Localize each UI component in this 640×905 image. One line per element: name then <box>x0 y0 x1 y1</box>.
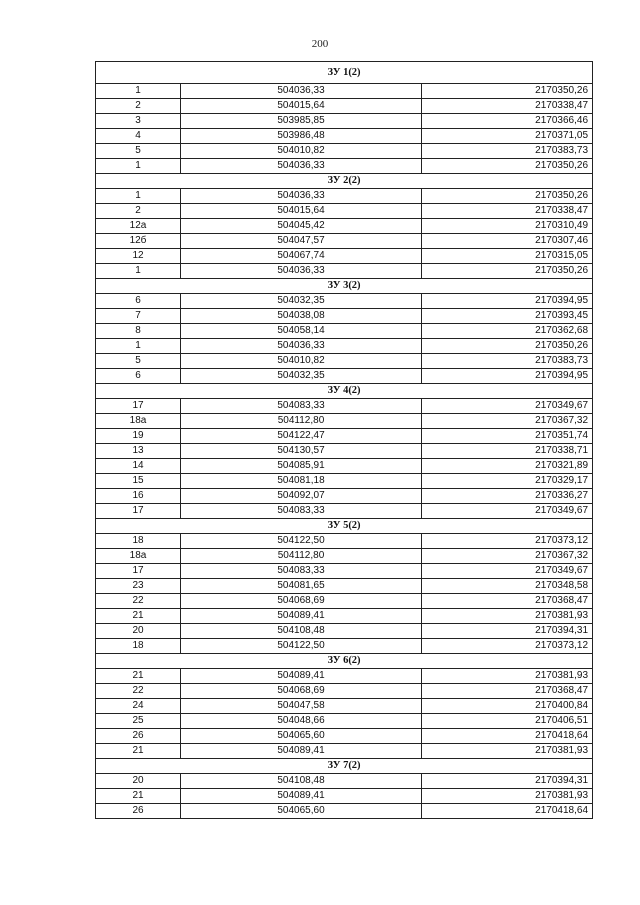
section-title-row <box>96 759 593 774</box>
table-row <box>96 669 593 684</box>
table-row <box>96 684 593 699</box>
x-coordinate-cell: 504065,60 <box>181 729 422 744</box>
point-number-cell: 17 <box>96 399 181 414</box>
y-coordinate-cell: 2170418,64 <box>422 729 593 744</box>
y-coordinate-cell: 2170381,93 <box>422 669 593 684</box>
x-coordinate-cell: 504015,64 <box>181 204 422 219</box>
table-row <box>96 504 593 519</box>
table-row <box>96 399 593 414</box>
table-row <box>96 744 593 759</box>
y-coordinate-cell: 2170366,46 <box>422 114 593 129</box>
section-title-row <box>96 174 593 189</box>
x-coordinate-cell: 504089,41 <box>181 744 422 759</box>
table-row <box>96 789 593 804</box>
x-coordinate-cell: 504108,48 <box>181 774 422 789</box>
y-coordinate-cell: 2170348,58 <box>422 579 593 594</box>
x-coordinate-cell: 504032,35 <box>181 369 422 384</box>
table-row <box>96 474 593 489</box>
section-title: ЗУ 4(2) <box>96 384 593 399</box>
table-row <box>96 414 593 429</box>
x-coordinate-cell: 504112,80 <box>181 549 422 564</box>
x-coordinate-cell: 504083,33 <box>181 564 422 579</box>
table-row <box>96 99 593 114</box>
section-title-row <box>96 384 593 399</box>
table-row <box>96 309 593 324</box>
table-row <box>96 354 593 369</box>
y-coordinate-cell: 2170310,49 <box>422 219 593 234</box>
point-number-cell: 12б <box>96 234 181 249</box>
table-row <box>96 444 593 459</box>
point-number-cell: 26 <box>96 804 181 819</box>
point-number-cell: 20 <box>96 774 181 789</box>
point-number-cell: 21 <box>96 669 181 684</box>
point-number-cell: 1 <box>96 84 181 99</box>
y-coordinate-cell: 2170381,93 <box>422 744 593 759</box>
x-coordinate-cell: 504092,07 <box>181 489 422 504</box>
x-coordinate-cell: 504010,82 <box>181 144 422 159</box>
table-row <box>96 729 593 744</box>
table-row <box>96 219 593 234</box>
point-number-cell: 4 <box>96 129 181 144</box>
coordinates-table <box>95 61 593 819</box>
point-number-cell: 24 <box>96 699 181 714</box>
x-coordinate-cell: 503985,85 <box>181 114 422 129</box>
y-coordinate-cell: 2170338,71 <box>422 444 593 459</box>
y-coordinate-cell: 2170350,26 <box>422 339 593 354</box>
y-coordinate-cell: 2170336,27 <box>422 489 593 504</box>
table-row <box>96 234 593 249</box>
page-number: 200 <box>311 38 329 50</box>
x-coordinate-cell: 504068,69 <box>181 594 422 609</box>
point-number-cell: 17 <box>96 564 181 579</box>
y-coordinate-cell: 2170351,74 <box>422 429 593 444</box>
x-coordinate-cell: 504036,33 <box>181 159 422 174</box>
table-row <box>96 369 593 384</box>
y-coordinate-cell: 2170329,17 <box>422 474 593 489</box>
x-coordinate-cell: 504045,42 <box>181 219 422 234</box>
y-coordinate-cell: 2170368,47 <box>422 594 593 609</box>
point-number-cell: 18 <box>96 534 181 549</box>
x-coordinate-cell: 504036,33 <box>181 84 422 99</box>
point-number-cell: 22 <box>96 684 181 699</box>
point-number-cell: 2 <box>96 204 181 219</box>
point-number-cell: 1 <box>96 264 181 279</box>
point-number-cell: 15 <box>96 474 181 489</box>
y-coordinate-cell: 2170350,26 <box>422 159 593 174</box>
table-row <box>96 609 593 624</box>
point-number-cell: 2 <box>96 99 181 114</box>
y-coordinate-cell: 2170381,93 <box>422 609 593 624</box>
point-number-cell: 21 <box>96 609 181 624</box>
y-coordinate-cell: 2170362,68 <box>422 324 593 339</box>
table-row <box>96 204 593 219</box>
point-number-cell: 5 <box>96 144 181 159</box>
y-coordinate-cell: 2170371,05 <box>422 129 593 144</box>
section-title: ЗУ 6(2) <box>96 654 593 669</box>
table-row <box>96 459 593 474</box>
table-row <box>96 594 593 609</box>
x-coordinate-cell: 504130,57 <box>181 444 422 459</box>
y-coordinate-cell: 2170338,47 <box>422 204 593 219</box>
table-row <box>96 489 593 504</box>
point-number-cell: 12а <box>96 219 181 234</box>
y-coordinate-cell: 2170400,84 <box>422 699 593 714</box>
table-row <box>96 114 593 129</box>
x-coordinate-cell: 504036,33 <box>181 264 422 279</box>
y-coordinate-cell: 2170393,45 <box>422 309 593 324</box>
y-coordinate-cell: 2170321,89 <box>422 459 593 474</box>
table-row <box>96 189 593 204</box>
section-title: ЗУ 2(2) <box>96 174 593 189</box>
y-coordinate-cell: 2170383,73 <box>422 354 593 369</box>
y-coordinate-cell: 2170349,67 <box>422 399 593 414</box>
point-number-cell: 1 <box>96 159 181 174</box>
x-coordinate-cell: 504112,80 <box>181 414 422 429</box>
table-row <box>96 144 593 159</box>
table-row <box>96 429 593 444</box>
y-coordinate-cell: 2170350,26 <box>422 264 593 279</box>
point-number-cell: 3 <box>96 114 181 129</box>
x-coordinate-cell: 504036,33 <box>181 189 422 204</box>
x-coordinate-cell: 504089,41 <box>181 789 422 804</box>
y-coordinate-cell: 2170406,51 <box>422 714 593 729</box>
x-coordinate-cell: 504010,82 <box>181 354 422 369</box>
point-number-cell: 17 <box>96 504 181 519</box>
x-coordinate-cell: 504058,14 <box>181 324 422 339</box>
point-number-cell: 22 <box>96 594 181 609</box>
point-number-cell: 7 <box>96 309 181 324</box>
x-coordinate-cell: 504038,08 <box>181 309 422 324</box>
section-title: ЗУ 1(2) <box>96 62 593 84</box>
section-title-row <box>96 519 593 534</box>
table-row <box>96 564 593 579</box>
table-row <box>96 774 593 789</box>
table-row <box>96 699 593 714</box>
y-coordinate-cell: 2170373,12 <box>422 534 593 549</box>
x-coordinate-cell: 504032,35 <box>181 294 422 309</box>
y-coordinate-cell: 2170373,12 <box>422 639 593 654</box>
table-row <box>96 249 593 264</box>
table-row <box>96 294 593 309</box>
y-coordinate-cell: 2170338,47 <box>422 99 593 114</box>
table-row <box>96 804 593 819</box>
y-coordinate-cell: 2170394,95 <box>422 369 593 384</box>
table-row <box>96 549 593 564</box>
table-row <box>96 264 593 279</box>
point-number-cell: 19 <box>96 429 181 444</box>
y-coordinate-cell: 2170381,93 <box>422 789 593 804</box>
x-coordinate-cell: 504065,60 <box>181 804 422 819</box>
point-number-cell: 21 <box>96 789 181 804</box>
section-title-row <box>96 654 593 669</box>
y-coordinate-cell: 2170315,05 <box>422 249 593 264</box>
table-row <box>96 534 593 549</box>
table-row <box>96 624 593 639</box>
y-coordinate-cell: 2170394,95 <box>422 294 593 309</box>
point-number-cell: 25 <box>96 714 181 729</box>
point-number-cell: 1 <box>96 189 181 204</box>
y-coordinate-cell: 2170350,26 <box>422 189 593 204</box>
coordinates-table-body <box>96 62 593 819</box>
table-row <box>96 339 593 354</box>
section-title-row <box>96 62 593 84</box>
point-number-cell: 5 <box>96 354 181 369</box>
point-number-cell: 18а <box>96 414 181 429</box>
x-coordinate-cell: 504122,50 <box>181 534 422 549</box>
x-coordinate-cell: 504067,74 <box>181 249 422 264</box>
y-coordinate-cell: 2170349,67 <box>422 564 593 579</box>
y-coordinate-cell: 2170349,67 <box>422 504 593 519</box>
point-number-cell: 14 <box>96 459 181 474</box>
x-coordinate-cell: 504089,41 <box>181 609 422 624</box>
x-coordinate-cell: 504036,33 <box>181 339 422 354</box>
y-coordinate-cell: 2170394,31 <box>422 774 593 789</box>
table-row <box>96 639 593 654</box>
point-number-cell: 18 <box>96 639 181 654</box>
point-number-cell: 16 <box>96 489 181 504</box>
x-coordinate-cell: 504048,66 <box>181 714 422 729</box>
point-number-cell: 13 <box>96 444 181 459</box>
table-row <box>96 159 593 174</box>
x-coordinate-cell: 504068,69 <box>181 684 422 699</box>
x-coordinate-cell: 503986,48 <box>181 129 422 144</box>
x-coordinate-cell: 504089,41 <box>181 669 422 684</box>
x-coordinate-cell: 504015,64 <box>181 99 422 114</box>
point-number-cell: 6 <box>96 294 181 309</box>
section-title: ЗУ 5(2) <box>96 519 593 534</box>
table-row <box>96 714 593 729</box>
y-coordinate-cell: 2170383,73 <box>422 144 593 159</box>
y-coordinate-cell: 2170418,64 <box>422 804 593 819</box>
table-row <box>96 579 593 594</box>
point-number-cell: 23 <box>96 579 181 594</box>
table-row <box>96 84 593 99</box>
section-title: ЗУ 7(2) <box>96 759 593 774</box>
point-number-cell: 26 <box>96 729 181 744</box>
y-coordinate-cell: 2170350,26 <box>422 84 593 99</box>
point-number-cell: 18а <box>96 549 181 564</box>
table-row <box>96 324 593 339</box>
y-coordinate-cell: 2170394,31 <box>422 624 593 639</box>
x-coordinate-cell: 504083,33 <box>181 399 422 414</box>
point-number-cell: 20 <box>96 624 181 639</box>
y-coordinate-cell: 2170307,46 <box>422 234 593 249</box>
x-coordinate-cell: 504081,18 <box>181 474 422 489</box>
point-number-cell: 12 <box>96 249 181 264</box>
x-coordinate-cell: 504108,48 <box>181 624 422 639</box>
x-coordinate-cell: 504122,47 <box>181 429 422 444</box>
section-title: ЗУ 3(2) <box>96 279 593 294</box>
table-row <box>96 129 593 144</box>
x-coordinate-cell: 504085,91 <box>181 459 422 474</box>
y-coordinate-cell: 2170367,32 <box>422 414 593 429</box>
x-coordinate-cell: 504081,65 <box>181 579 422 594</box>
point-number-cell: 1 <box>96 339 181 354</box>
y-coordinate-cell: 2170368,47 <box>422 684 593 699</box>
section-title-row <box>96 279 593 294</box>
x-coordinate-cell: 504047,58 <box>181 699 422 714</box>
point-number-cell: 8 <box>96 324 181 339</box>
x-coordinate-cell: 504083,33 <box>181 504 422 519</box>
x-coordinate-cell: 504047,57 <box>181 234 422 249</box>
point-number-cell: 21 <box>96 744 181 759</box>
point-number-cell: 6 <box>96 369 181 384</box>
y-coordinate-cell: 2170367,32 <box>422 549 593 564</box>
x-coordinate-cell: 504122,50 <box>181 639 422 654</box>
